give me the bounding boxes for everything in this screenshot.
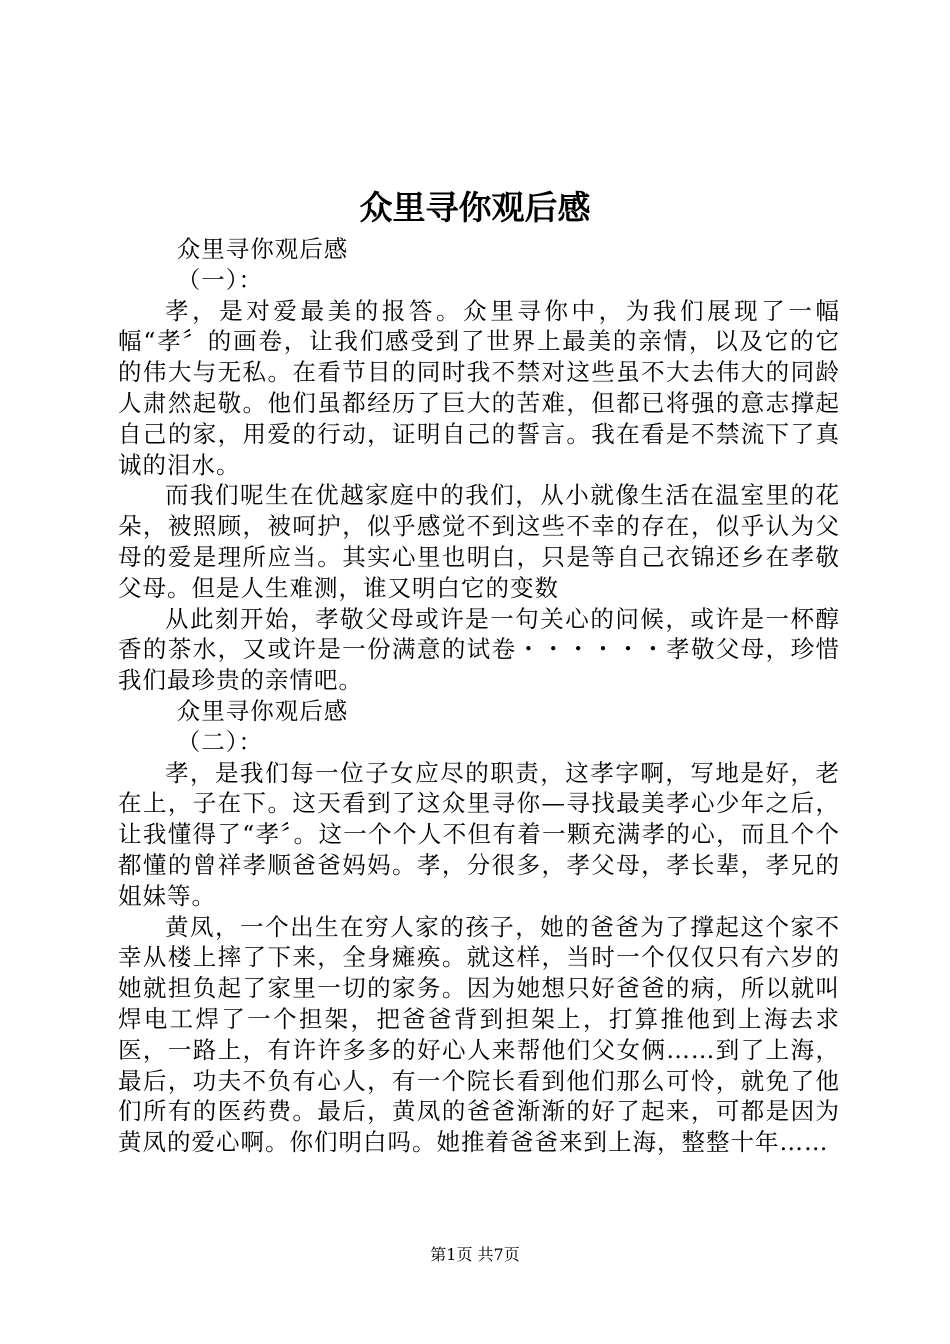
body-paragraph: 黄凤，一个出生在穷人家的孩子，她的爸爸为了撑起这个家不幸从楼上摔了下来，全身瘫痪。就这样，当时一个仅仅只有六岁的她就担负起了家里一切的家务。因为她想只好爸爸的病，所以就叫焊电工焊了一个担架，把爸爸背到担架上，打算推他到上海去求医，一路上，有许许多多的好心人来帮他们父女俩……到了上海，最后，功夫不负有心人，有一个院长看到他们那么可怜，就免了他们所有的医药费。最后，黄凤的爸爸渐渐的好了起来，可都是因为黄凤的爱心啊。你们明白吗。她推着爸爸来到上海，整整十年…… (118, 912, 840, 1157)
section-subheading: （二）： (176, 727, 263, 756)
section-heading: 众里寻你观后感 (176, 235, 349, 263)
section-subheading: （一）： (176, 265, 263, 294)
section-heading: 众里寻你观后感 (176, 696, 349, 725)
body-paragraph: 而我们呢生在优越家庭中的我们，从小就像生活在温室里的花朵，被照顾，被呵护，似乎感觉不到这些不幸的存在，似乎认为父母的爱是理所应当。其实心里也明白，只是等自己衣锦还乡在孝敬父母。但是人生难测，谁又明白它的变数 (118, 481, 840, 602)
document-body (118, 234, 840, 1158)
body-paragraph: 从此刻开始，孝敬父母或许是一句关心的问候，或许是一杯醇香的茶水，又或许是一份满意的试卷・・・・・・孝敬父母，珍惜我们最珍贵的亲情吧。 (118, 604, 840, 695)
page-footer: 第1页 共7页 (430, 1245, 520, 1264)
body-paragraph: 孝，是我们每一位子女应尽的职责，这孝字啊，写地是好，老在上，子在下。这天看到了这众里寻你—寻找最美孝心少年之后，让我懂得了“孝〞。这一个个人不但有着一颗充满孝的心，而且个个都懂的曾祥孝顺爸爸妈妈。孝，分很多，孝父母，孝长辈，孝兄的姐妹等。 (118, 758, 840, 910)
document-title: 众里寻你观后感 (359, 188, 591, 227)
body-paragraph: 孝，是对爱最美的报答。众里寻你中，为我们展现了一幅幅“孝〞的画卷，让我们感受到了世界上最美的亲情，以及它的它的伟大与无私。在看节目的同时我不禁对这些虽不大去伟大的同龄人肃然起敬。他们虽都经历了巨大的苦难，但都已将强的意志撑起自己的家，用爱的行动，证明自己的誓言。我在看是不禁流下了真诚的泪水。 (118, 296, 840, 479)
